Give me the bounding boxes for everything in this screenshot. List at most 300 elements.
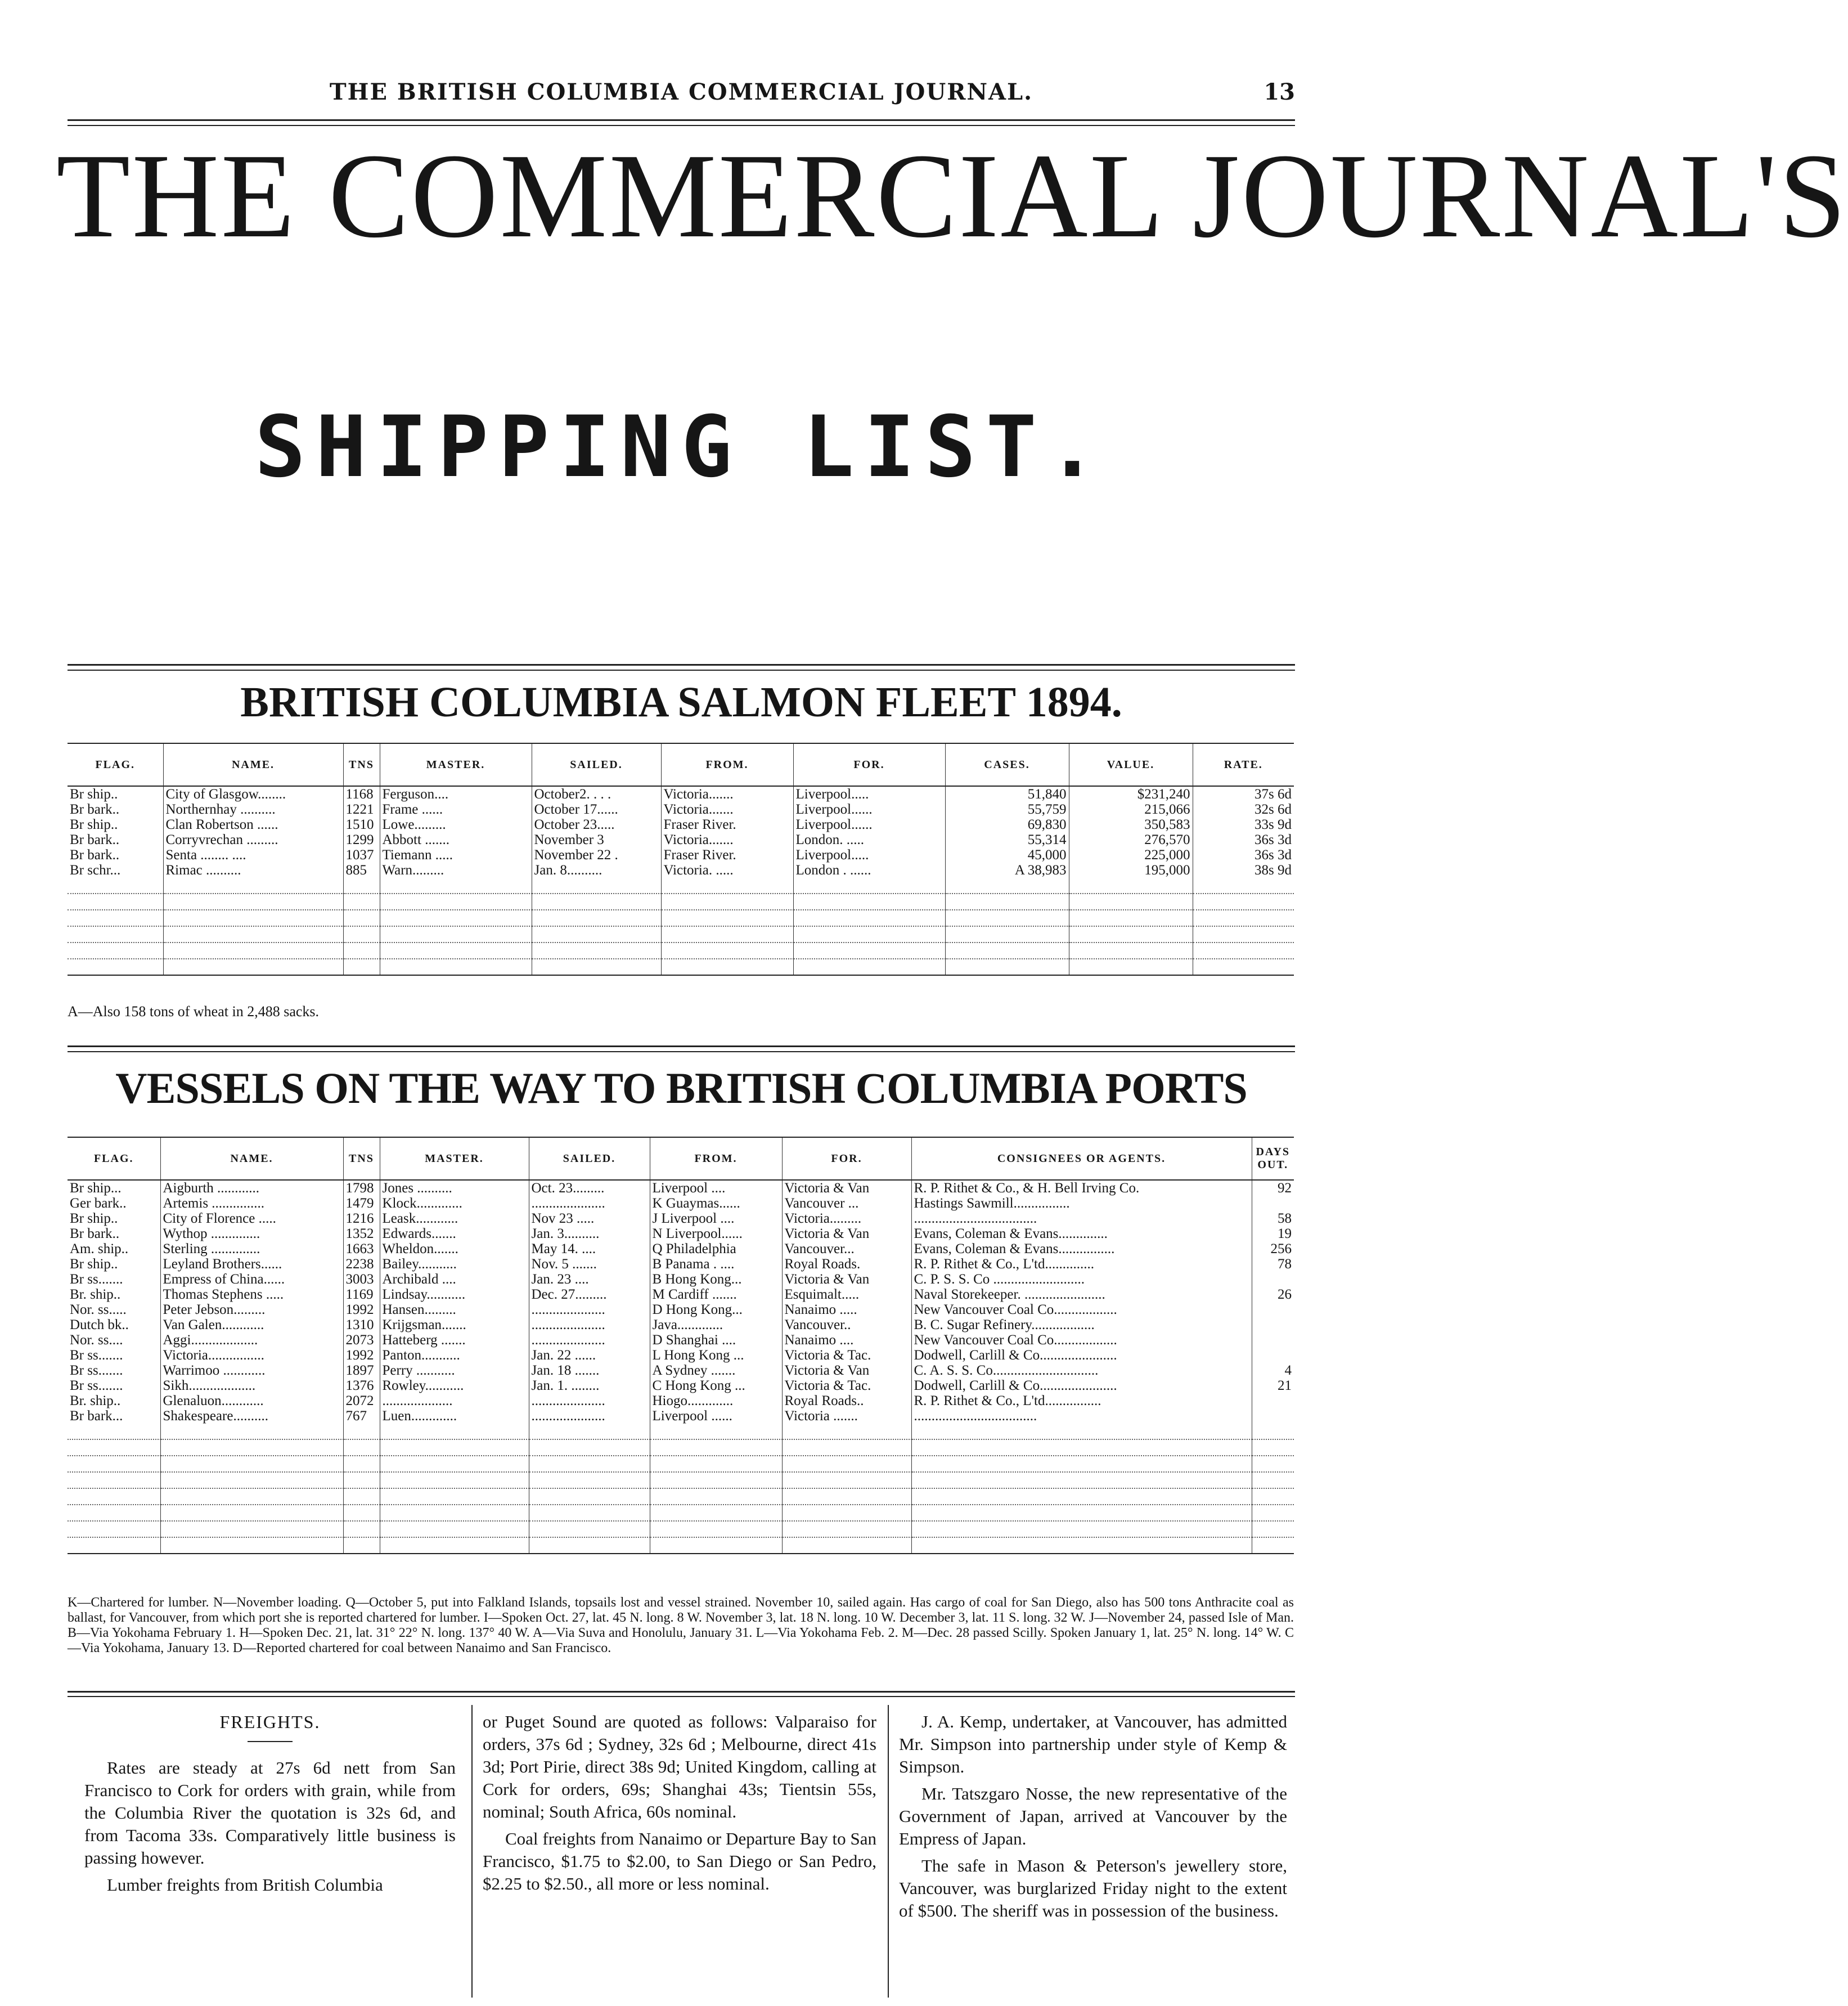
table-cell: May 14. .... — [529, 1241, 650, 1256]
blank-cell — [661, 943, 793, 959]
table-cell: $231,240 — [1069, 786, 1193, 802]
divider — [68, 664, 1295, 666]
blank-cell — [532, 878, 661, 894]
table-row — [68, 1196, 1294, 1211]
blank-cell — [163, 926, 343, 943]
table-cell: 1037 — [343, 847, 380, 863]
blank-row — [68, 910, 1294, 926]
shipping-list-title: SHIPPING LIST. — [254, 398, 1108, 496]
table-cell — [1252, 1196, 1294, 1211]
table-cell — [1252, 1393, 1294, 1408]
blank-cell — [650, 1537, 782, 1554]
blank-cell — [650, 1456, 782, 1472]
table-cell: Hiogo............. — [650, 1393, 782, 1408]
table-cell: R. P. Rithet & Co., & H. Bell Irving Co. — [911, 1180, 1252, 1196]
table-cell: Victoria................ — [160, 1348, 343, 1363]
blank-cell — [68, 1521, 160, 1537]
table-row — [68, 1302, 1294, 1317]
divider — [68, 1045, 1295, 1047]
column-header: TNS — [343, 743, 380, 786]
table-cell: Ferguson.... — [380, 786, 532, 802]
blank-cell — [160, 1472, 343, 1488]
blank-cell — [532, 959, 661, 975]
freights-heading: FREIGHTS. — [219, 1712, 321, 1732]
table-cell: Victoria....... — [661, 832, 793, 847]
blank-cell — [911, 1456, 1252, 1472]
table-row — [68, 847, 1294, 863]
column-header: FROM. — [661, 743, 793, 786]
table-cell: Victoria & Van — [782, 1180, 911, 1196]
blank-row — [68, 1488, 1294, 1505]
table-cell — [1252, 1317, 1294, 1332]
blank-cell — [343, 1537, 380, 1554]
table-cell: Br ss....... — [70, 1348, 123, 1363]
table-cell: Liverpool .... — [650, 1180, 782, 1196]
table-cell: 1992 — [343, 1348, 380, 1363]
divider — [68, 125, 1295, 126]
table-cell: Clan Robertson ...... — [163, 817, 343, 832]
table-row — [68, 832, 1294, 847]
table-cell: Klock............. — [380, 1196, 529, 1211]
table-cell: October 23..... — [532, 817, 661, 832]
blank-cell — [945, 894, 1069, 910]
table-cell: Frame ...... — [380, 802, 532, 817]
blank-cell — [529, 1488, 650, 1505]
table-row — [68, 1317, 1294, 1332]
blank-row — [68, 926, 1294, 943]
table-cell: 1376 — [343, 1378, 380, 1393]
blank-row — [68, 1472, 1294, 1488]
blank-cell — [1069, 878, 1193, 894]
table-cell: K Guaymas...... — [650, 1196, 782, 1211]
table-cell: C. A. S. S. Co.............................. — [911, 1363, 1252, 1378]
table-cell: N Liverpool...... — [650, 1226, 782, 1241]
table-cell: Jan. 22 ...... — [529, 1348, 650, 1363]
table-cell: Hatteberg ....... — [380, 1332, 529, 1348]
blank-cell — [782, 1439, 911, 1456]
blank-cell — [782, 1521, 911, 1537]
table-cell: Thomas Stephens ..... — [160, 1287, 343, 1302]
table-cell: ..................... — [529, 1317, 650, 1332]
blank-cell — [911, 1537, 1252, 1554]
divider — [68, 1696, 1295, 1697]
table-cell — [1252, 1348, 1294, 1363]
column-header: MASTER. — [380, 743, 532, 786]
salmon-fleet-title: BRITISH COLUMBIA SALMON FLEET 1894. — [240, 679, 1122, 726]
blank-cell — [529, 1537, 650, 1554]
table-cell: City of Florence ..... — [160, 1211, 343, 1226]
table-cell: Lindsay........... — [380, 1287, 529, 1302]
blank-cell — [68, 1456, 160, 1472]
table-cell: 215,066 — [1069, 802, 1193, 817]
table-cell: R. P. Rithet & Co., L'td................ — [911, 1393, 1252, 1408]
table-cell: 2072 — [343, 1393, 380, 1408]
salmon-fleet-body — [68, 786, 1294, 975]
table-cell: 45,000 — [945, 847, 1069, 863]
table-cell: New Vancouver Coal Co.................. — [911, 1302, 1252, 1317]
table-cell: Jones .......... — [380, 1180, 529, 1196]
blank-cell — [1252, 1472, 1294, 1488]
table-cell: Br ship... — [70, 1181, 122, 1196]
blank-cell — [343, 1505, 380, 1521]
table-cell: Nov 23 ..... — [529, 1211, 650, 1226]
table-cell: 1510 — [343, 817, 380, 832]
table-cell: Liverpool...... — [793, 817, 945, 832]
column-header: CASES. — [945, 743, 1069, 786]
table-cell: 195,000 — [1069, 863, 1193, 878]
table-cell: Fraser River. — [661, 817, 793, 832]
table-cell: Krijgsman....... — [380, 1317, 529, 1332]
blank-cell — [793, 943, 945, 959]
table-cell: ................................... — [911, 1408, 1252, 1424]
table-cell: Nov. 5 ....... — [529, 1256, 650, 1272]
blank-cell — [343, 959, 380, 975]
table-cell: New Vancouver Coal Co.................. — [911, 1332, 1252, 1348]
blank-cell — [782, 1537, 911, 1554]
table-cell: Vancouver ... — [782, 1196, 911, 1211]
table-cell: Wythop .............. — [160, 1226, 343, 1241]
table-cell: Tiemann ..... — [380, 847, 532, 863]
blank-cell — [68, 1472, 160, 1488]
table-cell: Dec. 27......... — [529, 1287, 650, 1302]
table-cell: 276,570 — [1069, 832, 1193, 847]
blank-cell — [163, 878, 343, 894]
table-cell: Archibald .... — [380, 1272, 529, 1287]
table-cell: Peter Jebson......... — [160, 1302, 343, 1317]
blank-cell — [782, 1505, 911, 1521]
table-cell: 51,840 — [945, 786, 1069, 802]
table-cell: Br ss....... — [70, 1272, 123, 1287]
table-cell — [1252, 1408, 1294, 1424]
blank-cell — [911, 1521, 1252, 1537]
table-cell: City of Glasgow........ — [163, 786, 343, 802]
blank-cell — [532, 926, 661, 943]
table-cell: 92 — [1252, 1180, 1294, 1196]
blank-cell — [343, 1439, 380, 1456]
blank-cell — [793, 926, 945, 943]
freights-column-2 — [483, 1711, 876, 1900]
table-cell: 36s 3d — [1193, 847, 1294, 863]
table-cell: 55,314 — [945, 832, 1069, 847]
blank-cell — [380, 1472, 529, 1488]
table-cell: Dutch bk.. — [70, 1317, 129, 1332]
table-cell: Hastings Sawmill................ — [911, 1196, 1252, 1211]
table-cell: Am. ship.. — [70, 1241, 129, 1256]
table-cell: ................................... — [911, 1211, 1252, 1226]
table-cell: London. ..... — [793, 832, 945, 847]
blank-row — [68, 894, 1294, 910]
blank-cell — [945, 959, 1069, 975]
table-cell: Liverpool..... — [793, 847, 945, 863]
table-row — [68, 1180, 1294, 1196]
table-cell: 32s 6d — [1193, 802, 1294, 817]
table-cell — [1252, 1302, 1294, 1317]
news-column — [899, 1711, 1287, 1927]
table-cell: 1897 — [343, 1363, 380, 1378]
blank-cell — [911, 1505, 1252, 1521]
blank-cell — [68, 943, 163, 959]
table-cell: 36s 3d — [1193, 832, 1294, 847]
table-cell: L Hong Kong ... — [650, 1348, 782, 1363]
table-cell: ..................... — [529, 1196, 650, 1211]
table-cell: Royal Roads. — [782, 1256, 911, 1272]
table-cell: Br bark... — [70, 1408, 123, 1424]
table-cell: A Sydney ....... — [650, 1363, 782, 1378]
blank-cell — [532, 910, 661, 926]
table-cell: 3003 — [343, 1272, 380, 1287]
blank-cell — [1069, 959, 1193, 975]
table-cell: Victoria....... — [661, 802, 793, 817]
blank-cell — [343, 1472, 380, 1488]
table-cell: 885 — [343, 863, 380, 878]
table-cell: 2238 — [343, 1256, 380, 1272]
blank-cell — [1252, 1456, 1294, 1472]
blank-cell — [661, 926, 793, 943]
blank-cell — [380, 926, 532, 943]
blank-cell — [380, 1439, 529, 1456]
column-header: FOR. — [793, 743, 945, 786]
column-header: VALUE. — [1069, 743, 1193, 786]
table-cell: Br bark.. — [70, 847, 120, 863]
table-row — [68, 1348, 1294, 1363]
running-title: THE BRITISH COLUMBIA COMMERCIAL JOURNAL. — [329, 79, 1033, 105]
blank-cell — [163, 894, 343, 910]
table-cell: Corryvrechan ......... — [163, 832, 343, 847]
blank-cell — [793, 910, 945, 926]
blank-cell — [1069, 910, 1193, 926]
blank-row — [68, 1439, 1294, 1456]
table-cell: Br. ship.. — [70, 1393, 121, 1408]
column-header: DAYS OUT. — [1252, 1137, 1294, 1180]
blank-cell — [160, 1456, 343, 1472]
table-cell: Br ship.. — [70, 1256, 118, 1272]
blank-cell — [1193, 910, 1294, 926]
blank-cell — [343, 1424, 380, 1439]
table-cell: November 22 . — [532, 847, 661, 863]
table-cell: Aigburth ............ — [160, 1180, 343, 1196]
table-cell: ..................... — [529, 1393, 650, 1408]
freights-column-1 — [84, 1711, 456, 1901]
table-cell: Victoria & Tac. — [782, 1348, 911, 1363]
blank-cell — [160, 1488, 343, 1505]
table-cell: 1479 — [343, 1196, 380, 1211]
table-row — [68, 786, 1294, 802]
blank-row — [68, 959, 1294, 975]
blank-row — [68, 943, 1294, 959]
blank-cell — [1193, 878, 1294, 894]
table-cell: Warrimoo ............ — [160, 1363, 343, 1378]
table-cell: Jan. 23 .... — [529, 1272, 650, 1287]
table-cell: ..................... — [529, 1408, 650, 1424]
blank-cell — [650, 1488, 782, 1505]
blank-cell — [160, 1537, 343, 1554]
blank-cell — [661, 910, 793, 926]
blank-cell — [782, 1488, 911, 1505]
table-row — [68, 1378, 1294, 1393]
blank-cell — [782, 1472, 911, 1488]
divider — [68, 670, 1295, 671]
table-cell: Br schr... — [70, 863, 121, 878]
blank-cell — [529, 1424, 650, 1439]
paragraph: The safe in Mason & Peterson's jewellery store, Vancouver, was burglarized Friday night to the extent of $500. The sheriff was in possession of the business. — [899, 1856, 1287, 1920]
table-cell: 69,830 — [945, 817, 1069, 832]
blank-cell — [380, 1521, 529, 1537]
blank-cell — [661, 878, 793, 894]
blank-cell — [343, 894, 380, 910]
table-cell: Br ss....... — [70, 1378, 123, 1393]
table-cell: 1299 — [343, 832, 380, 847]
blank-cell — [945, 943, 1069, 959]
table-cell: Victoria......... — [782, 1211, 911, 1226]
column-header: NAME. — [163, 743, 343, 786]
blank-cell — [529, 1521, 650, 1537]
table-cell: ..................... — [529, 1332, 650, 1348]
table-cell: Nanaimo ..... — [782, 1302, 911, 1317]
table-cell: Br ship.. — [70, 787, 118, 802]
table-cell: D Shanghai .... — [650, 1332, 782, 1348]
blank-cell — [650, 1505, 782, 1521]
vessels-notes: K—Chartered for lumber. N—November loading. Q—October 5, put into Falkland Islands, topsails lost and vessel strained. November 10, sailed again. Has cargo of coal for San Diego, also has 500 tons Anthracite coal as ballast, for Vancouver, from which port she is reported chartered for lumber. I—Spoken Oct. 27, lat. 45 N. long. 8 W. November 3, lat. 18 N. long. 10 W. December 3, lat. 11 S. long. 32 W. J—November 24, passed Isle of Man. B—Via Yokohama February 1. H—Spoken Dec. 21, lat. 31° 22° N. long. 137° 40 W. A—Via Suva and Honolulu, January 31. L—Via Yokohama Feb. 2. M—Dec. 28 passed Scilly. Spoken January 1, lat. 25° N. long. 14° W. C—Via Yokohama, January 13. D—Reported chartered for coal between Nanaimo and San Francisco. — [68, 1595, 1294, 1655]
blank-cell — [343, 926, 380, 943]
table-cell: Vancouver.. — [782, 1317, 911, 1332]
column-rule — [888, 1705, 889, 1998]
table-cell: Esquimalt..... — [782, 1287, 911, 1302]
blank-cell — [650, 1472, 782, 1488]
blank-cell — [911, 1488, 1252, 1505]
table-cell: 33s 9d — [1193, 817, 1294, 832]
blank-cell — [68, 1505, 160, 1521]
blank-cell — [529, 1456, 650, 1472]
column-header: RATE. — [1193, 743, 1294, 786]
table-cell: M Cardiff ....... — [650, 1287, 782, 1302]
table-cell: 1168 — [343, 786, 380, 802]
blank-cell — [782, 1456, 911, 1472]
table-cell: 1310 — [343, 1317, 380, 1332]
blank-cell — [68, 1488, 160, 1505]
table-cell: 1352 — [343, 1226, 380, 1241]
column-header: NAME. — [160, 1137, 343, 1180]
blank-cell — [782, 1424, 911, 1439]
paragraph: Rates are steady at 27s 6d nett from San Francisco to Cork for orders with grain, while from the Columbia River the quotation is 32s 6d, and from Tacoma 33s. Comparatively little business is passing however. — [84, 1758, 456, 1868]
table-cell: 1216 — [343, 1211, 380, 1226]
table-cell: Victoria ....... — [782, 1408, 911, 1424]
blank-cell — [68, 1424, 160, 1439]
table-cell: Rimac .......... — [163, 863, 343, 878]
blank-cell — [380, 1537, 529, 1554]
blank-cell — [911, 1424, 1252, 1439]
blank-cell — [163, 959, 343, 975]
table-cell: Jan. 3.......... — [529, 1226, 650, 1241]
table-row — [68, 1332, 1294, 1348]
table-cell: Br bark.. — [70, 1226, 120, 1241]
table-cell: J Liverpool .... — [650, 1211, 782, 1226]
masthead: THE COMMERCIAL JOURNAL'S — [56, 128, 1848, 263]
running-head — [68, 79, 1295, 113]
blank-row — [68, 878, 1294, 894]
vessels-body — [68, 1180, 1294, 1554]
table-cell: Jan. 1. ........ — [529, 1378, 650, 1393]
table-cell: 1169 — [343, 1287, 380, 1302]
table-cell: 1992 — [343, 1302, 380, 1317]
page-number: 13 — [1264, 79, 1295, 105]
blank-cell — [1252, 1488, 1294, 1505]
table-cell: 350,583 — [1069, 817, 1193, 832]
table-row — [68, 1256, 1294, 1272]
table-cell: Java............. — [650, 1317, 782, 1332]
table-cell: 37s 6d — [1193, 786, 1294, 802]
blank-cell — [1252, 1521, 1294, 1537]
table-cell: Dodwell, Carlill & Co...................... — [911, 1378, 1252, 1393]
table-cell: Victoria & Tac. — [782, 1378, 911, 1393]
table-row — [68, 1211, 1294, 1226]
table-cell: Aggi................... — [160, 1332, 343, 1348]
blank-cell — [529, 1472, 650, 1488]
blank-cell — [380, 943, 532, 959]
table-cell: Rowley........... — [380, 1378, 529, 1393]
table-cell: Jan. 8.......... — [532, 863, 661, 878]
table-cell: Panton........... — [380, 1348, 529, 1363]
table-cell: Van Galen............ — [160, 1317, 343, 1332]
table-cell: Oct. 23......... — [529, 1180, 650, 1196]
table-cell: Br bark.. — [70, 832, 120, 847]
table-cell: Br ship.. — [70, 817, 118, 832]
paragraph: J. A. Kemp, undertaker, at Vancouver, has admitted Mr. Simpson into partnership under style of Kemp & Simpson. — [899, 1712, 1287, 1776]
blank-cell — [163, 943, 343, 959]
table-row — [68, 1272, 1294, 1287]
table-cell: Nor. ss.... — [70, 1332, 123, 1348]
table-cell: Empress of China...... — [160, 1272, 343, 1287]
table-cell: Victoria....... — [661, 786, 793, 802]
blank-cell — [650, 1439, 782, 1456]
blank-cell — [661, 894, 793, 910]
blank-cell — [911, 1439, 1252, 1456]
blank-cell — [68, 1439, 160, 1456]
blank-cell — [532, 943, 661, 959]
paragraph: Coal freights from Nanaimo or Departure Bay to San Francisco, $1.75 to $2.00, to San Diego or San Pedro, $2.25 to $2.50., all more or less nominal. — [483, 1829, 876, 1893]
table-cell: Abbott ....... — [380, 832, 532, 847]
table-cell: 4 — [1252, 1363, 1294, 1378]
table-cell: Br ship.. — [70, 1211, 118, 1226]
divider — [68, 119, 1295, 121]
table-header-row — [68, 743, 1294, 786]
blank-row — [68, 1456, 1294, 1472]
table-cell: Perry ........... — [380, 1363, 529, 1378]
blank-cell — [911, 1472, 1252, 1488]
table-cell: November 3 — [532, 832, 661, 847]
salmon-fleet-table — [68, 743, 1294, 976]
table-cell: Vancouver... — [782, 1241, 911, 1256]
table-cell: Warn......... — [380, 863, 532, 878]
table-cell: R. P. Rithet & Co., L'td.............. — [911, 1256, 1252, 1272]
blank-cell — [661, 959, 793, 975]
blank-cell — [1069, 894, 1193, 910]
blank-row — [68, 1424, 1294, 1439]
table-cell: .................... — [380, 1393, 529, 1408]
blank-cell — [163, 910, 343, 926]
table-cell: Sikh................... — [160, 1378, 343, 1393]
table-cell: Br ss....... — [70, 1363, 123, 1378]
blank-cell — [380, 878, 532, 894]
table-cell: Ger bark.. — [70, 1196, 127, 1211]
table-cell: Hansen......... — [380, 1302, 529, 1317]
blank-cell — [343, 1456, 380, 1472]
table-cell: Victoria & Van — [782, 1226, 911, 1241]
blank-cell — [1069, 926, 1193, 943]
blank-cell — [1193, 894, 1294, 910]
table-cell: 1798 — [343, 1180, 380, 1196]
table-cell: Leask............ — [380, 1211, 529, 1226]
blank-cell — [380, 1456, 529, 1472]
